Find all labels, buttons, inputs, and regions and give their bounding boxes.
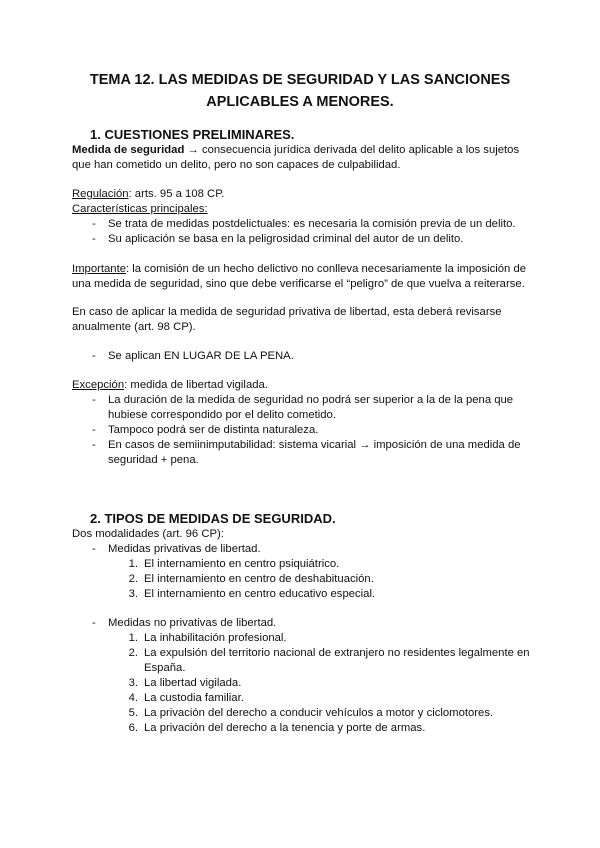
list-number: 4. xyxy=(128,692,138,704)
important-line2: una medida de seguridad, sino que debe verificarse el “peligro” de que vuelva a reiterarse. xyxy=(72,278,525,290)
list-number: 2. xyxy=(128,573,138,585)
list-item: La inhabilitación profesional. xyxy=(144,632,287,644)
regulation-text: : arts. 95 a 108 CP. xyxy=(128,188,225,200)
list-item: La privación del derecho a conducir vehículos a motor y ciclomotores. xyxy=(144,707,494,719)
exception-item: La duración de la medida de seguridad no podrá ser superior a la de la pena que xyxy=(108,394,514,406)
regulation-label: Regulación xyxy=(72,188,129,200)
list-number: 1. xyxy=(128,632,138,644)
modalities-intro: Dos modalidades (art. 96 CP): xyxy=(72,528,224,540)
bullet-dash: - xyxy=(92,424,96,436)
list-item-cont: España. xyxy=(144,662,186,674)
review-line2: anualmente (art. 98 CP). xyxy=(72,321,196,333)
exception-item: En casos de semiinimputabilidad: sistema vicarial → imposición de una medida de xyxy=(108,439,521,451)
exception-item-cont: seguridad + pena. xyxy=(108,454,199,466)
characteristic-item: Su aplicación se basa en la peligrosidad criminal del autor de un delito. xyxy=(108,233,464,245)
list-item: El internamiento en centro de deshabituación. xyxy=(144,573,374,585)
definition-arrow: → xyxy=(184,144,202,156)
definition-term: Medida de seguridad xyxy=(72,144,185,156)
exception-line xyxy=(72,378,268,393)
instead-item: Se aplican EN LUGAR DE LA PENA. xyxy=(108,350,294,362)
group2-label: Medidas no privativas de libertad. xyxy=(108,617,277,629)
page-title-line2: APLICABLES A MENORES. xyxy=(206,94,394,110)
list-number: 2. xyxy=(128,647,138,659)
bullet-dash: - xyxy=(92,543,96,555)
exception-item: Tampoco podrá ser de distinta naturaleza. xyxy=(108,424,319,436)
bullet-dash: - xyxy=(92,394,96,406)
bullet-dash: - xyxy=(92,233,96,245)
list-item: El internamiento en centro educativo especial. xyxy=(144,588,376,600)
bullet-dash: - xyxy=(92,218,96,230)
characteristic-item: Se trata de medidas postdelictuales: es necesaria la comisión previa de un delito. xyxy=(108,218,516,230)
list-item: La expulsión del territorio nacional de extranjero no residentes legalmente en xyxy=(144,647,530,659)
definition-line1 xyxy=(72,143,519,158)
group1-label: Medidas privativas de libertad. xyxy=(108,543,261,555)
list-item: La custodia familiar. xyxy=(144,692,244,704)
review-line1: En caso de aplicar la medida de seguridad privativa de libertad, esta deberá revisarse xyxy=(72,306,502,318)
important-label: Importante xyxy=(72,263,127,275)
section2-heading: 2. TIPOS DE MEDIDAS DE SEGURIDAD. xyxy=(90,511,336,526)
list-number: 1. xyxy=(128,558,138,570)
important-text1: : la comisión de un hecho delictivo no conlleva necesariamente la imposición de xyxy=(126,263,527,275)
characteristics-label-text: Características principales: xyxy=(72,203,208,215)
exception-label: Excepción xyxy=(72,379,125,391)
bullet-dash: - xyxy=(92,350,96,362)
list-number: 3. xyxy=(128,677,138,689)
exception-item-cont: hubiese correspondido por el delito cometido. xyxy=(108,409,336,421)
page-title-line1: TEMA 12. LAS MEDIDAS DE SEGURIDAD Y LAS SANCIONES xyxy=(89,72,511,88)
exception-text: : medida de libertad vigilada. xyxy=(124,379,268,391)
list-item: El internamiento en centro psiquiátrico. xyxy=(144,558,340,570)
regulation-line xyxy=(72,187,224,202)
bullet-dash: - xyxy=(92,439,96,451)
definition-text1: consecuencia jurídica derivada del delito aplicable a los sujetos xyxy=(201,144,520,156)
important-line1 xyxy=(72,262,526,277)
bullet-dash: - xyxy=(92,617,96,629)
list-item: La libertad vigilada. xyxy=(144,677,242,689)
characteristics-label xyxy=(72,202,208,217)
list-item: La privación del derecho a la tenencia y porte de armas. xyxy=(144,722,426,734)
list-number: 3. xyxy=(128,588,138,600)
section1-heading: 1. CUESTIONES PRELIMINARES. xyxy=(90,127,295,142)
list-number: 6. xyxy=(128,722,138,734)
definition-line2: que han cometido un delito, pero no son capaces de culpabilidad. xyxy=(72,159,401,171)
list-number: 5. xyxy=(128,707,138,719)
